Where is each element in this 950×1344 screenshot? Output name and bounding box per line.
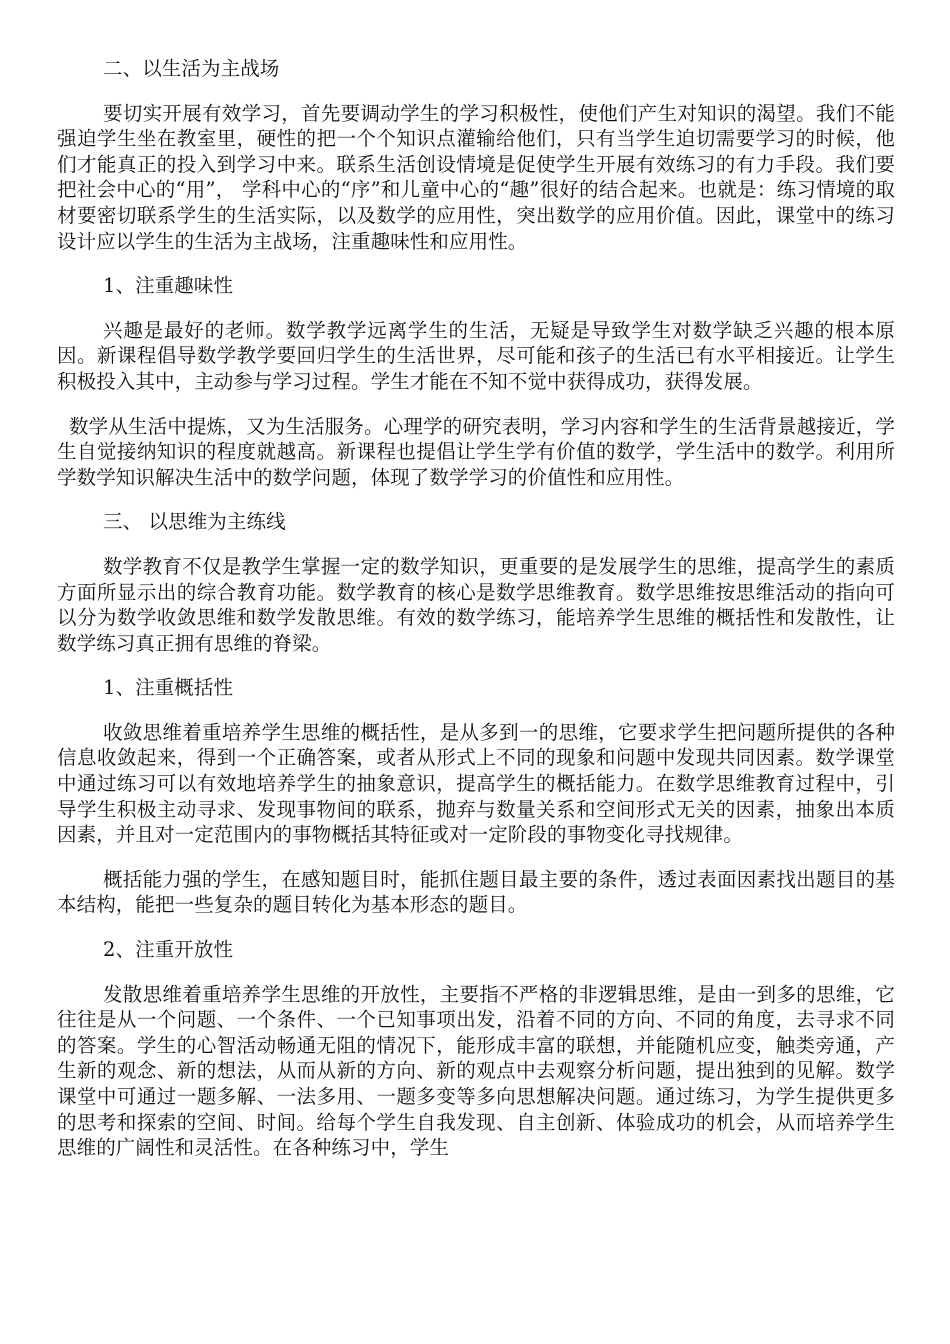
section-heading-thinking: 三、 以思维为主练线 <box>103 510 286 534</box>
document-page <box>57 56 895 1161</box>
subheading-interest: 1、注重趣味性 <box>103 274 234 298</box>
paragraph-interest-1: 兴趣是最好的老师。数学教学远离学生的生活，无疑是导致学生对数学缺乏兴趣的根本原因。新课程倡导数学教学要回归学生的生活世界，尽可能和孩子的生活已有水平相接近。让学生积极投入其中，主动参与学习过程。学生才能在不知不觉中获得成功，获得发展。 <box>57 318 895 393</box>
paragraph-generalization-2: 概括能力强的学生，在感知题目时，能抓住题目最主要的条件，透过表面因素找出题目的基本结构，能把一些复杂的题目转化为基本形态的题目。 <box>57 867 895 917</box>
subheading-generalization: 1、注重概括性 <box>103 676 234 700</box>
paragraph-openness: 发散思维着重培养学生思维的开放性，主要指不严格的非逻辑思维，是由一到多的思维，它往往是从一个问题、一个条件、一个已知事项出发，沿着不同的方向、不同的角度，去寻求不同的答案。学生的心智活动畅通无阻的情况下，能形成丰富的联想，并能随机应变，触类旁通，产生新的观念、新的想法，从而从新的方向、新的观点中去观察分析问题，提出独到的见解。数学课堂中可通过一题多解、一法多用、一题多变等多向思想解决问题。通过练习，为学生提供更多的思考和探索的空间、时间。给每个学生自我发现、自主创新、体验成功的机会，从而培养学生思维的广阔性和灵活性。在各种练习中，学生 <box>57 982 895 1160</box>
subheading-openness: 2、注重开放性 <box>103 938 234 962</box>
section-heading-life: 二、以生活为主战场 <box>103 57 280 80</box>
paragraph-generalization-1: 收敛思维着重培养学生思维的概括性，是从多到一的思维，它要求学生把问题所提供的各种信息收敛起来，得到一个正确答案，或者从形式上不同的现象和问题中发现共同因素。数学课堂中通过练习可以有效地培养学生的抽象意识，提高学生的概括能力。在数学思维教育过程中，引导学生积极主动寻求、发现事物间的联系，抛弃与数量关系和空间形式无关的因素，抽象出本质因素，并且对一定范围内的事物概括其特征或对一定阶段的事物变化寻找规律。 <box>57 720 895 847</box>
paragraph-thinking-intro: 数学教育不仅是教学生掌握一定的数学知识，更重要的是发展学生的思维，提高学生的素质方面所显示出的综合教育功能。数学教育的核心是数学思维教育。数学思维按思维活动的指向可以分为数学收敛思维和数学发散思维。有效的数学练习，能培养学生思维的概括性和发散性，让数学练习真正拥有思维的脊梁。 <box>57 554 895 655</box>
paragraph-interest-2: 数学从生活中提炼，又为生活服务。心理学的研究表明，学习内容和学生的生活背景越接近，学生自觉接纳知识的程度就越高。新课程也提倡让学生学有价值的数学，学生活中的数学。利用所学数学知识解决生活中的数学问题，体现了数学学习的价值性和应用性。 <box>57 414 895 489</box>
paragraph-life-intro: 要切实开展有效学习，首先要调动学生的学习积极性，使他们产生对知识的渴望。我们不能强迫学生坐在教室里，硬性的把一个个知识点灌输给他们，只有当学生迫切需要学习的时候，他们才能真正的投入到学习中来。联系生活创设情境是促使学生开展有效练习的有力手段。我们要把社会中心的“用”， 学科中心的“序”和儿童中心的“趣”很好的结合起来。也就是：练习情境的取材要密切联系学生的生活实际，以及数学的应用性，突出数学的应用价值。因此，课堂中的练习设计应以学生的生活为主战场，注重趣味性和应用性。 <box>57 101 895 253</box>
